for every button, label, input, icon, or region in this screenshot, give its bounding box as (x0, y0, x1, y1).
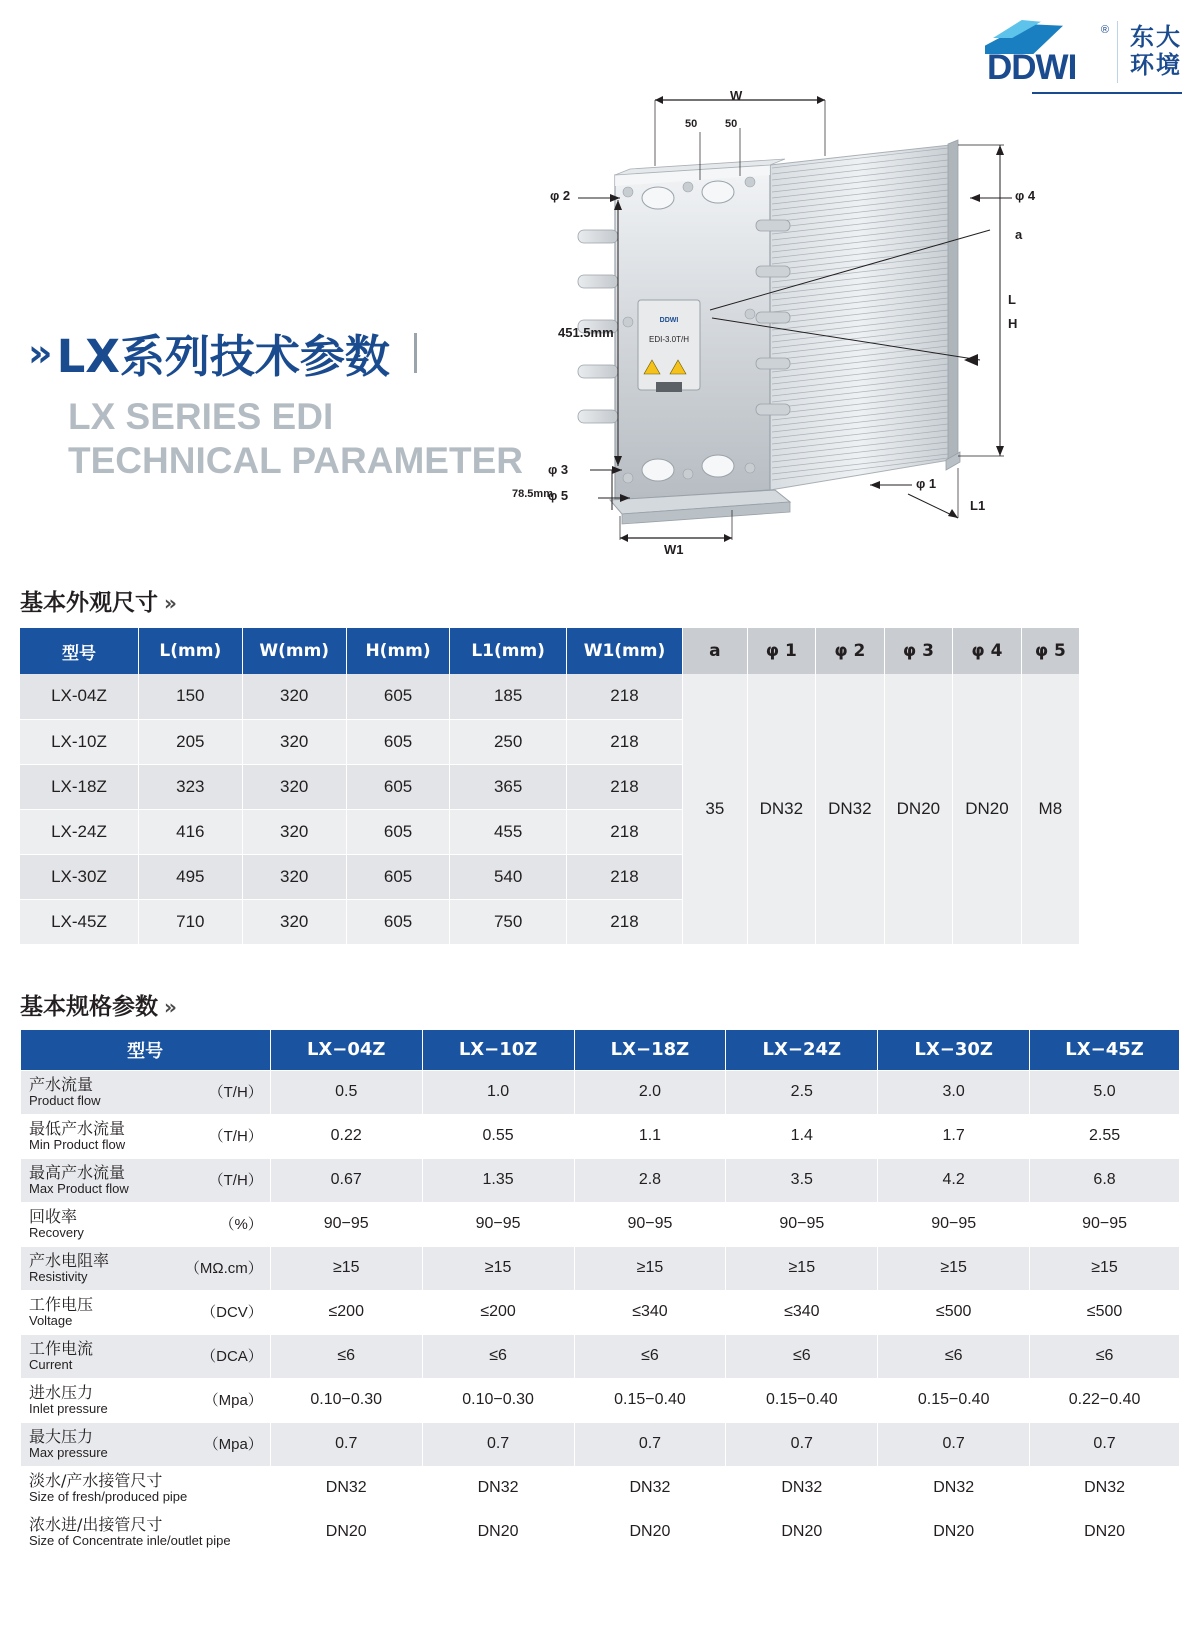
spec-value: 90−95 (1030, 1202, 1180, 1246)
dim-label-phi5: φ 5 (548, 488, 569, 503)
spec-name-en: Resistivity (29, 1268, 88, 1284)
cell-H: 605 (346, 674, 450, 719)
cell-W: 320 (242, 899, 346, 944)
dim-label-50-left: 50 (685, 118, 698, 130)
spec-value: ≤500 (878, 1290, 1030, 1334)
cell-L1: 250 (450, 719, 566, 764)
cell-L: 710 (138, 899, 242, 944)
cell-L: 323 (138, 764, 242, 809)
edi-unit-drawing (560, 70, 1180, 570)
col-W: W(mm) (242, 628, 346, 674)
table-row (20, 674, 1080, 719)
col-phi5: φ 5 (1021, 628, 1079, 674)
table-row (21, 1290, 1180, 1334)
cell-H: 605 (346, 719, 450, 764)
cell-L1: 185 (450, 674, 566, 719)
spec-name-cell (21, 1422, 271, 1466)
spec-value: DN32 (1030, 1466, 1180, 1510)
col-lx30z: LX−30Z (878, 1030, 1030, 1070)
spec-value: DN32 (270, 1466, 422, 1510)
cell-L: 416 (138, 809, 242, 854)
spec-name-en: Inlet pressure (29, 1400, 108, 1416)
spec-name-en: Max Product flow (29, 1180, 129, 1196)
col-a: a (683, 628, 747, 674)
spec-value: 0.7 (878, 1422, 1030, 1466)
spec-value: 1.7 (878, 1114, 1030, 1158)
spec-name-en: Voltage (29, 1312, 73, 1328)
spec-name-cn: 工作电压 (29, 1294, 94, 1314)
spec-value: 90−95 (422, 1202, 574, 1246)
cell-W1: 218 (566, 899, 682, 944)
spec-value: 0.15−0.40 (726, 1378, 878, 1422)
spec-name-cn: 最低产水流量 (29, 1118, 126, 1138)
title-separator (414, 333, 417, 373)
dim-label-phi2: φ 2 (550, 188, 571, 203)
table-row (21, 1466, 1180, 1510)
col-H: H(mm) (346, 628, 450, 674)
dim-label-W: W (730, 88, 743, 103)
spec-name-en: Current (29, 1356, 73, 1372)
table-header-row (21, 1030, 1180, 1070)
cell-W: 320 (242, 719, 346, 764)
spec-value: ≥15 (422, 1246, 574, 1290)
col-L: L(mm) (138, 628, 242, 674)
dim-label-height: 451.5mm (558, 325, 614, 340)
spec-value: 5.0 (1030, 1070, 1180, 1114)
spec-name-cell (21, 1378, 271, 1422)
spec-value: ≥15 (1030, 1246, 1180, 1290)
spec-value: ≤6 (878, 1334, 1030, 1378)
spec-value: 0.15−0.40 (574, 1378, 726, 1422)
spec-value: ≤340 (574, 1290, 726, 1334)
spec-name-cn: 浓水进/出接管尺寸 (29, 1514, 163, 1534)
cell-model: LX-18Z (20, 764, 138, 809)
cell-L: 495 (138, 854, 242, 899)
spec-name-cn: 产水电阻率 (29, 1250, 110, 1270)
spec-value: DN20 (422, 1510, 574, 1554)
spec-value: ≤6 (726, 1334, 878, 1378)
brand-chinese-line1: 东大 (1130, 23, 1182, 52)
title-chinese (28, 320, 523, 385)
cell-W: 320 (242, 854, 346, 899)
svg-text:DDWI: DDWI (659, 317, 679, 324)
dim-label-bottom: 78.5mm (512, 488, 553, 500)
table-row (21, 1422, 1180, 1466)
spec-name-en: Product flow (29, 1092, 101, 1108)
spec-value: DN32 (422, 1466, 574, 1510)
registered-mark: ® (1100, 24, 1109, 36)
spec-name-cn: 工作电流 (29, 1338, 94, 1358)
table-row (21, 1114, 1180, 1158)
cell-W: 320 (242, 674, 346, 719)
spec-name-en: Min Product flow (29, 1136, 126, 1152)
dim-label-H: H (1008, 316, 1018, 331)
spec-value: 1.35 (422, 1158, 574, 1202)
dim-label-50-right: 50 (725, 118, 738, 130)
spec-value: 1.0 (422, 1070, 574, 1114)
table-row (21, 1158, 1180, 1202)
spec-name-cell (21, 1202, 271, 1246)
cell-model: LX-24Z (20, 809, 138, 854)
title-english (68, 395, 523, 482)
dimensions-table (20, 628, 1080, 945)
table-row (21, 1246, 1180, 1290)
spec-value: 90−95 (270, 1202, 422, 1246)
spec-name-cell (21, 1290, 271, 1334)
spec-value: DN32 (878, 1466, 1030, 1510)
specifications-table (20, 1030, 1180, 1555)
spec-name-cell (21, 1114, 271, 1158)
product-dimension-diagram (512, 70, 1180, 570)
cell-model: LX-30Z (20, 854, 138, 899)
section-heading-dimensions (20, 584, 177, 617)
spec-value: 0.67 (270, 1158, 422, 1202)
col-lx04z: LX−04Z (270, 1030, 422, 1070)
spec-value: 0.7 (422, 1422, 574, 1466)
col-lx45z: LX−45Z (1030, 1030, 1180, 1070)
spec-value: ≤500 (1030, 1290, 1180, 1334)
spec-name-cell (21, 1466, 271, 1510)
col-L1: L1(mm) (450, 628, 566, 674)
spec-value: 4.2 (878, 1158, 1030, 1202)
spec-value: DN32 (574, 1466, 726, 1510)
spec-name-cn: 淡水/产水接管尺寸 (29, 1470, 163, 1490)
table-row (21, 1510, 1180, 1554)
spec-name-en: Size of Concentrate inle/outlet pipe (29, 1532, 231, 1548)
spec-unit: （DCV） (201, 1304, 263, 1322)
dim-label-phi3: φ 3 (548, 462, 569, 477)
spec-value: 6.8 (1030, 1158, 1180, 1202)
spec-value: DN20 (270, 1510, 422, 1554)
dim-label-L1: L1 (970, 498, 986, 513)
spec-unit: （T/H） (208, 1128, 263, 1146)
cell-L: 150 (138, 674, 242, 719)
spec-value: 90−95 (574, 1202, 726, 1246)
spec-unit: （MΩ.cm） (184, 1260, 263, 1278)
spec-unit: （Mpa） (203, 1436, 263, 1454)
table-row (21, 1334, 1180, 1378)
col-phi4: φ 4 (953, 628, 1022, 674)
spec-value: ≤200 (422, 1290, 574, 1334)
spec-value: 0.7 (574, 1422, 726, 1466)
spec-name-en: Max pressure (29, 1444, 108, 1460)
spec-value: DN20 (1030, 1510, 1180, 1554)
title-english-line2: TECHNICAL PARAMETER (68, 439, 523, 481)
spec-unit: （DCA） (201, 1348, 263, 1366)
dim-label-L: L (1008, 292, 1016, 307)
cell-model: LX-10Z (20, 719, 138, 764)
dim-label-phi1: φ 1 (916, 476, 937, 491)
col-spec-model: 型号 (21, 1030, 271, 1070)
table-row (21, 1378, 1180, 1422)
spec-value: 90−95 (878, 1202, 1030, 1246)
spec-name-cell (21, 1246, 271, 1290)
spec-value: 0.5 (270, 1070, 422, 1114)
cell-W: 320 (242, 809, 346, 854)
spec-value: ≥15 (726, 1246, 878, 1290)
spec-value: 3.5 (726, 1158, 878, 1202)
spec-value: ≥15 (574, 1246, 726, 1290)
spec-name-cell (21, 1158, 271, 1202)
dim-label-W1: W1 (664, 542, 684, 557)
cell-model: LX-04Z (20, 674, 138, 719)
logo-wordmark: DDWI (987, 48, 1077, 87)
section-heading-specs (20, 988, 177, 1021)
spec-value: 0.7 (1030, 1422, 1180, 1466)
cell-phi2-merged: DN32 (816, 674, 885, 944)
cell-phi4-merged: DN20 (953, 674, 1022, 944)
spec-unit: （%） (219, 1216, 263, 1234)
spec-name-cell (21, 1510, 271, 1554)
col-W1: W1(mm) (566, 628, 682, 674)
spec-value: 2.55 (1030, 1114, 1180, 1158)
spec-value: ≤6 (422, 1334, 574, 1378)
spec-value: 1.4 (726, 1114, 878, 1158)
spec-value: DN20 (726, 1510, 878, 1554)
cell-W1: 218 (566, 809, 682, 854)
cell-W: 320 (242, 764, 346, 809)
spec-name-cn: 产水流量 (29, 1074, 94, 1094)
cell-L1: 455 (450, 809, 566, 854)
spec-value: ≤200 (270, 1290, 422, 1334)
cell-H: 605 (346, 764, 450, 809)
spec-value: 0.22−0.40 (1030, 1378, 1180, 1422)
cell-phi5-merged: M8 (1021, 674, 1079, 944)
table-row (21, 1070, 1180, 1114)
spec-value: 0.7 (726, 1422, 878, 1466)
chevron-double-right-icon: » (164, 995, 177, 1019)
cell-W1: 218 (566, 674, 682, 719)
chevron-double-right-icon: » (164, 591, 177, 615)
spec-value: 0.10−0.30 (270, 1378, 422, 1422)
col-lx18z: LX−18Z (574, 1030, 726, 1070)
spec-value: 2.0 (574, 1070, 726, 1114)
spec-unit: （T/H） (208, 1084, 263, 1102)
spec-value: 0.15−0.40 (878, 1378, 1030, 1422)
cell-phi3-merged: DN20 (884, 674, 953, 944)
cell-a-merged: 35 (683, 674, 747, 944)
spec-name-cn: 回收率 (29, 1206, 78, 1226)
col-phi1: φ 1 (747, 628, 816, 674)
spec-value: ≤6 (270, 1334, 422, 1378)
dim-label-phi4: φ 4 (1015, 188, 1036, 203)
col-model: 型号 (20, 628, 138, 674)
spec-value: 2.8 (574, 1158, 726, 1202)
spec-value: 2.5 (726, 1070, 878, 1114)
spec-name-cn: 进水压力 (29, 1382, 94, 1402)
cell-W1: 218 (566, 854, 682, 899)
section2-heading-text: 基本规格参数 (20, 994, 158, 1020)
spec-value: 0.10−0.30 (422, 1378, 574, 1422)
spec-name-en: Recovery (29, 1224, 84, 1240)
spec-value: 1.1 (574, 1114, 726, 1158)
spec-value: 0.22 (270, 1114, 422, 1158)
cell-L1: 750 (450, 899, 566, 944)
spec-value: ≤6 (574, 1334, 726, 1378)
spec-name-en: Size of fresh/produced pipe (29, 1488, 188, 1504)
spec-name-cn: 最大压力 (29, 1426, 94, 1446)
spec-value: ≤340 (726, 1290, 878, 1334)
dim-label-a: a (1015, 227, 1023, 242)
chevron-double-right-icon: » (28, 330, 53, 375)
cell-H: 605 (346, 809, 450, 854)
table-row (21, 1202, 1180, 1246)
spec-name-cell (21, 1070, 271, 1114)
title-english-line1: LX SERIES EDI (68, 396, 334, 437)
cell-L1: 365 (450, 764, 566, 809)
spec-unit: （T/H） (208, 1172, 263, 1190)
spec-unit: （Mpa） (203, 1392, 263, 1410)
cell-H: 605 (346, 899, 450, 944)
cell-L: 205 (138, 719, 242, 764)
spec-name-cn: 最高产水流量 (29, 1162, 126, 1182)
cell-phi1-merged: DN32 (747, 674, 816, 944)
table-header-row (20, 628, 1080, 674)
svg-text:EDI-3.0T/H: EDI-3.0T/H (648, 335, 690, 344)
cell-L1: 540 (450, 854, 566, 899)
brand-chinese-line2: 环境 (1130, 51, 1182, 79)
page-title (28, 320, 523, 482)
cell-W1: 218 (566, 719, 682, 764)
spec-value: DN20 (878, 1510, 1030, 1554)
col-lx24z: LX−24Z (726, 1030, 878, 1070)
spec-value: ≥15 (270, 1246, 422, 1290)
cell-model: LX-45Z (20, 899, 138, 944)
spec-name-cell (21, 1334, 271, 1378)
spec-value: 0.55 (422, 1114, 574, 1158)
cell-H: 605 (346, 854, 450, 899)
title-chinese-text: LX系列技术参数 (56, 330, 390, 383)
spec-value: 0.7 (270, 1422, 422, 1466)
col-phi3: φ 3 (884, 628, 953, 674)
spec-value: 3.0 (878, 1070, 1030, 1114)
cell-W1: 218 (566, 764, 682, 809)
spec-value: DN20 (574, 1510, 726, 1554)
spec-value: DN32 (726, 1466, 878, 1510)
col-phi2: φ 2 (816, 628, 885, 674)
col-lx10z: LX−10Z (422, 1030, 574, 1070)
spec-value: 90−95 (726, 1202, 878, 1246)
spec-value: ≤6 (1030, 1334, 1180, 1378)
section1-heading-text: 基本外观尺寸 (20, 590, 158, 616)
spec-value: ≥15 (878, 1246, 1030, 1290)
